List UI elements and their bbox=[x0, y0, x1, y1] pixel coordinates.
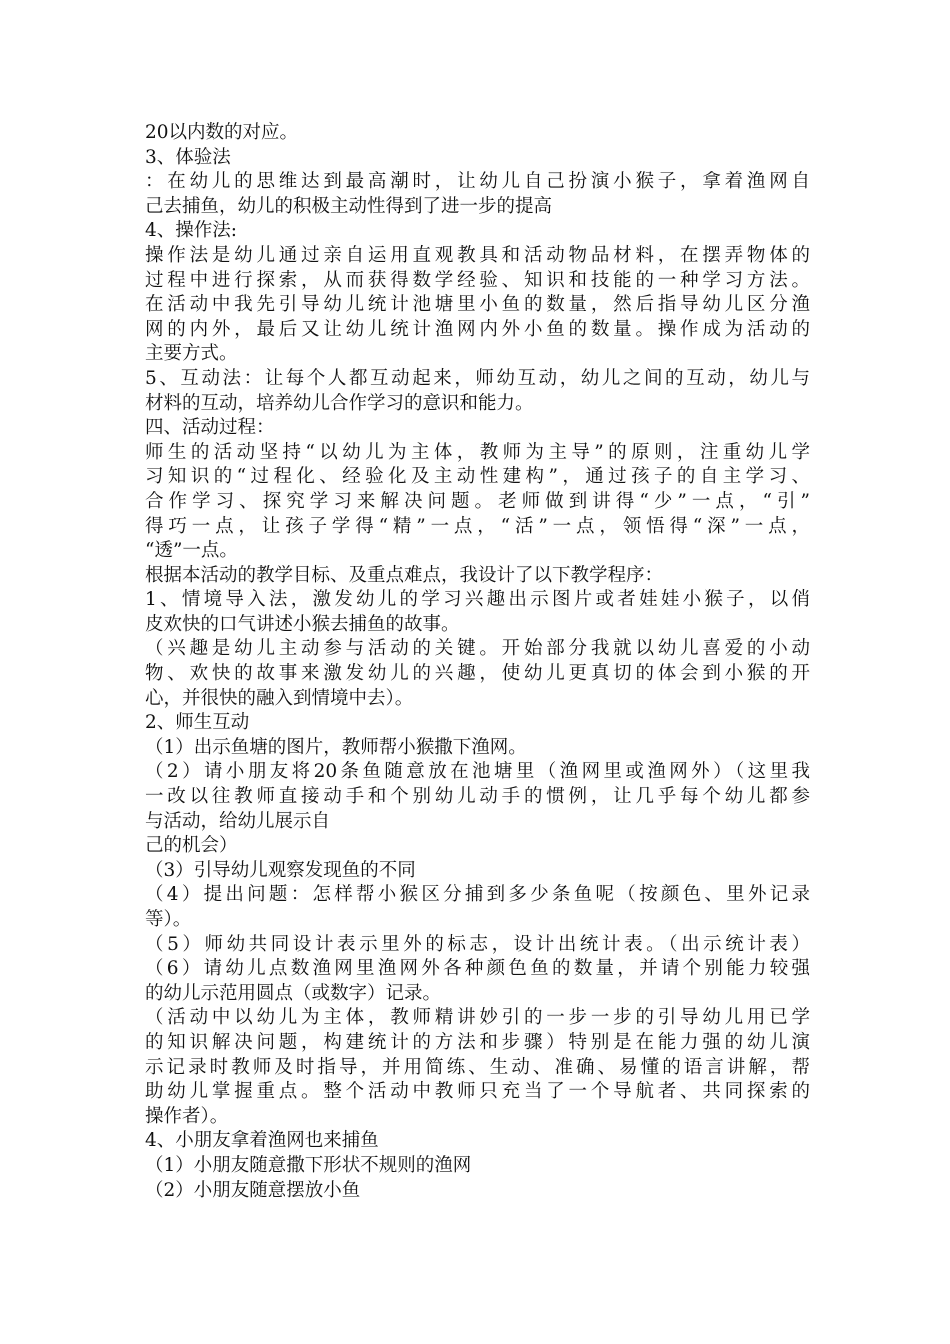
text-line: （1）小朋友随意撒下形状不规则的渔网 bbox=[145, 1154, 472, 1176]
text-line: 物、欢快的故事来激发幼儿的兴趣，使幼儿更真切的体会到小猴的开 bbox=[145, 663, 810, 685]
text-line: 材料的互动，培养幼儿合作学习的意识和能力。 bbox=[145, 392, 534, 414]
text-line: （2）请小朋友将20条鱼随意放在池塘里（渔网里或渔网外）（这里我 bbox=[145, 761, 810, 783]
text-line: 的知识解决问题，构建统计的方法和步骤）特别是在能力强的幼儿演 bbox=[145, 1031, 810, 1053]
text-line: 5、互动法：让每个人都互动起来，师幼互动，幼儿之间的互动，幼儿与 bbox=[145, 367, 810, 389]
text-line: 20以内数的对应。 bbox=[145, 122, 299, 143]
text-line: 与活动，给幼儿展示自 bbox=[145, 810, 331, 832]
text-line: 的幼儿示范用圆点（或数字）记录。 bbox=[145, 982, 442, 1004]
text-line: 己的机会） bbox=[145, 835, 238, 857]
text-line: ：在幼儿的思维达到最高潮时，让幼儿自己扮演小猴子，拿着渔网自 bbox=[145, 171, 810, 193]
text-line: 3、体验法 bbox=[145, 146, 231, 168]
text-line: （兴趣是幼儿主动参与活动的关键。开始部分我就以幼儿喜爱的小动 bbox=[145, 638, 810, 660]
text-line: 得巧一点，让孩子学得“精”一点，“活”一点，领悟得“深”一点， bbox=[145, 515, 810, 537]
text-line: 心，并很快的融入到情境中去）。 bbox=[145, 687, 414, 709]
text-line: 1、情境导入法，激发幼儿的学习兴趣出示图片或者娃娃小猴子，以俏 bbox=[145, 589, 810, 611]
text-line: 习知识的“过程化、经验化及主动性建构”，通过孩子的自主学习、 bbox=[145, 466, 810, 488]
text-line: 合作学习、探究学习来解决问题。老师做到讲得“少”一点，“引” bbox=[145, 490, 810, 512]
text-line: 操作法是幼儿通过亲自运用直观教具和活动物品材料，在摆弄物体的 bbox=[145, 244, 810, 266]
text-line: 2、师生互动 bbox=[145, 712, 250, 734]
text-line: 师生的活动坚持“以幼儿为主体，教师为主导”的原则，注重幼儿学 bbox=[145, 441, 810, 463]
text-line: 等）。 bbox=[145, 909, 192, 930]
text-line: （6）请幼儿点数渔网里渔网外各种颜色鱼的数量，并请个别能力较强 bbox=[145, 958, 810, 980]
text-line: 助幼儿掌握重点。整个活动中教师只充当了一个导航者、共同探索的 bbox=[145, 1081, 810, 1103]
document-body bbox=[145, 121, 810, 1203]
text-line: “透”一点。 bbox=[145, 540, 238, 562]
text-line: 皮欢快的口气讲述小猴去捕鱼的故事。 bbox=[145, 613, 460, 635]
text-line: （3）引导幼儿观察发现鱼的不同 bbox=[145, 859, 416, 881]
text-line: （2）小朋友随意摆放小鱼 bbox=[145, 1179, 361, 1201]
text-line: 4、小朋友拿着渔网也来捕鱼 bbox=[145, 1130, 379, 1152]
text-line: （5）师幼共同设计表示里外的标志，设计出统计表。（出示统计表） bbox=[145, 933, 810, 955]
text-line: 己去捕鱼，幼儿的积极主动性得到了进一步的提高 bbox=[145, 195, 553, 217]
text-line: 四、活动过程： bbox=[145, 417, 275, 439]
text-line: （4）提出问题：怎样帮小猴区分捕到多少条鱼呢（按颜色、里外记录 bbox=[145, 884, 810, 906]
text-line: 根据本活动的教学目标、及重点难点，我设计了以下教学程序： bbox=[145, 564, 664, 586]
text-line: （1）出示鱼塘的图片，教师帮小猴撒下渔网。 bbox=[145, 736, 527, 758]
text-line: 主要方式。 bbox=[145, 343, 238, 365]
text-line: 操作者）。 bbox=[145, 1105, 229, 1127]
text-line: 示记录时教师及时指导，并用简练、生动、准确、易懂的语言讲解，帮 bbox=[145, 1056, 810, 1078]
text-line: 在活动中我先引导幼儿统计池塘里小鱼的数量，然后指导幼儿区分渔 bbox=[145, 294, 810, 316]
text-line: 4、操作法: bbox=[145, 220, 238, 242]
text-line: 网的内外，最后又让幼儿统计渔网内外小鱼的数量。操作成为活动的 bbox=[145, 318, 810, 340]
text-line: 一改以往教师直接动手和个别幼儿动手的惯例，让几乎每个幼儿都参 bbox=[145, 786, 810, 808]
text-line: 过程中进行探索，从而获得数学经验、知识和技能的一种学习方法。 bbox=[145, 269, 810, 291]
text-line: （活动中以幼儿为主体，教师精讲妙引的一步一步的引导幼儿用已学 bbox=[145, 1007, 810, 1029]
